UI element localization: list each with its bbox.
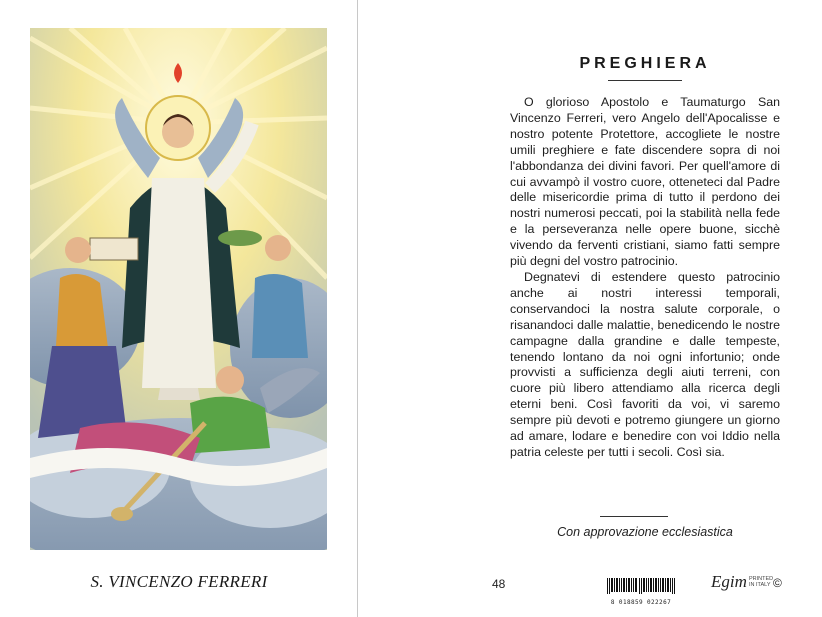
prayer-paragraph-2: Degnatevi di estendere questo patrocinio anche ai nostri interessi temporali, conservandoci la nostra salute corporale, o risanandoci dalle malattie, benedicendo le nostre campagne dalla grandine e dalle tempeste, tenendo lontano da noi ogni infortunio; onde provvisti a sufficienza degli aiuti terreni, con cuore più libero attendiamo alla ricerca degli eterni beni. Così favoriti da voi, vi saremo sempre più devoti e potremo giungere un giorno ad amare, lodare e benedire con voi Iddio nella patria celeste per tutti i secoli. Così sia. xyxy=(510,269,780,459)
saint-illustration xyxy=(30,28,327,550)
approval-note: Con approvazione ecclesiastica xyxy=(557,525,733,539)
holy-card-front xyxy=(0,0,358,617)
barcode xyxy=(606,578,676,606)
title-divider xyxy=(608,80,682,81)
barcode-bars xyxy=(606,578,676,594)
page-number: 48 xyxy=(492,577,506,591)
saint-name-caption: S. VINCENZO FERRERI xyxy=(90,572,268,591)
prayer-title: PREGHIERA xyxy=(579,55,711,72)
barcode-number: 8 018859 022267 xyxy=(610,599,672,606)
copyright-symbol: © xyxy=(773,576,782,590)
printed-in-italy: PRINTED IN ITALY xyxy=(749,576,774,588)
publisher-logo: Egim xyxy=(711,572,747,591)
prayer-text xyxy=(510,95,780,461)
prayer-paragraph-1: O glorioso Apostolo e Taumaturgo San Vincenzo Ferreri, vero Angelo dell'Apocalisse e nostro potente Protettore, accogliete le nostre umili preghiere e fate discendere sopra di noi l'abbondanza dei divini favori. Per quell'amore di cui avvampò il vostro cuore, otteneteci dal Padre delle misericordie prima di tutto il perdono dei nostri numerosi peccati, poi la stabilità nella fede e la perseveranza nelle opere buone, sicchè vivendo da ferventi cristiani, siamo fatti sempre più degni del vostro patrocinio. xyxy=(510,95,780,269)
publisher-mark xyxy=(711,570,803,602)
holy-card-back xyxy=(468,0,822,617)
approval-divider xyxy=(600,516,668,517)
card-gap xyxy=(358,0,468,617)
